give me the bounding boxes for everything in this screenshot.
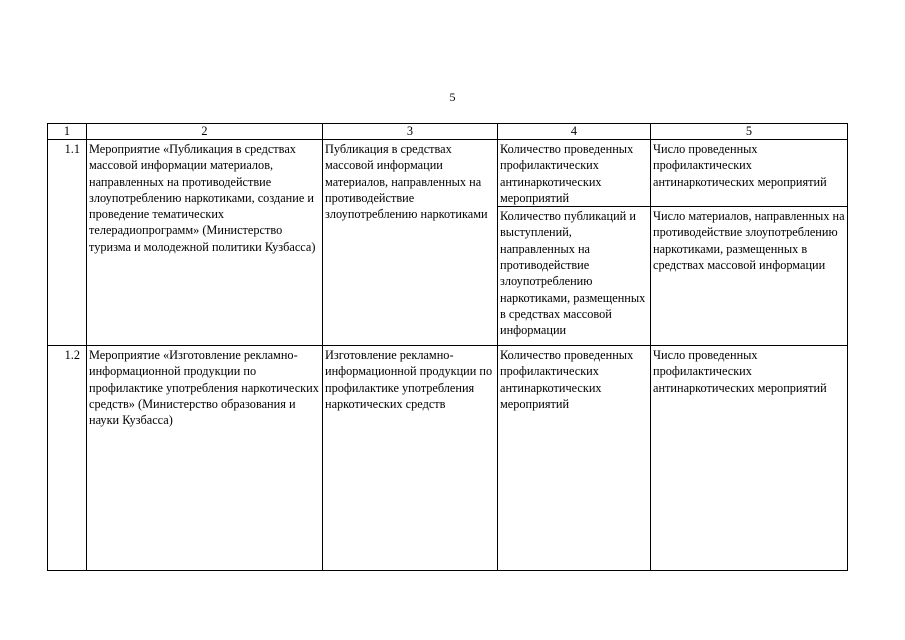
indicator-name-cell: Количество проведенных профилактических антинаркотических мероприятий <box>498 346 651 571</box>
measures-table <box>47 123 848 571</box>
header-cell-5: 5 <box>651 124 848 140</box>
row-number: 1.1 <box>48 140 87 346</box>
indicator-name-cell: Количество проведенных профилактических антинаркотических мероприятий <box>498 140 651 207</box>
table-row <box>48 140 848 207</box>
header-row <box>48 124 848 140</box>
table-row <box>48 346 848 571</box>
indicator-description-cell: Число проведенных профилактических антинаркотических мероприятий <box>651 346 848 571</box>
event-cell: Мероприятие «Публикация в средствах массовой информации материалов, направленных на противодействие злоупотреблению наркотиками, создание и проведение тематических телерадиопрограмм» (Министерство туризма и молодежной политики Кузбасса) <box>87 140 323 346</box>
indicator-description-cell: Число материалов, направленных на противодействие злоупотреблению наркотиками, размещенных в средствах массовой информации <box>651 207 848 346</box>
header-cell-4: 4 <box>498 124 651 140</box>
result-cell: Изготовление рекламно-информационной продукции по профилактике употребления наркотических средств <box>323 346 498 571</box>
row-number: 1.2 <box>48 346 87 571</box>
indicator-name-cell: Количество публикаций и выступлений, направленных на противодействие злоупотреблению наркотиками, размещенных в средствах массовой информации <box>498 207 651 346</box>
page-number: 5 <box>449 90 456 104</box>
event-cell: Мероприятие «Изготовление рекламно-информационной продукции по профилактике употребления наркотических средств» (Министерство образования и науки Кузбасса) <box>87 346 323 571</box>
indicator-description-cell: Число проведенных профилактических антинаркотических мероприятий <box>651 140 848 207</box>
result-cell: Публикация в средствах массовой информации материалов, направленных на противодействие злоупотреблению наркотиками <box>323 140 498 346</box>
header-cell-2: 2 <box>87 124 323 140</box>
header-cell-1: 1 <box>48 124 87 140</box>
header-cell-3: 3 <box>323 124 498 140</box>
